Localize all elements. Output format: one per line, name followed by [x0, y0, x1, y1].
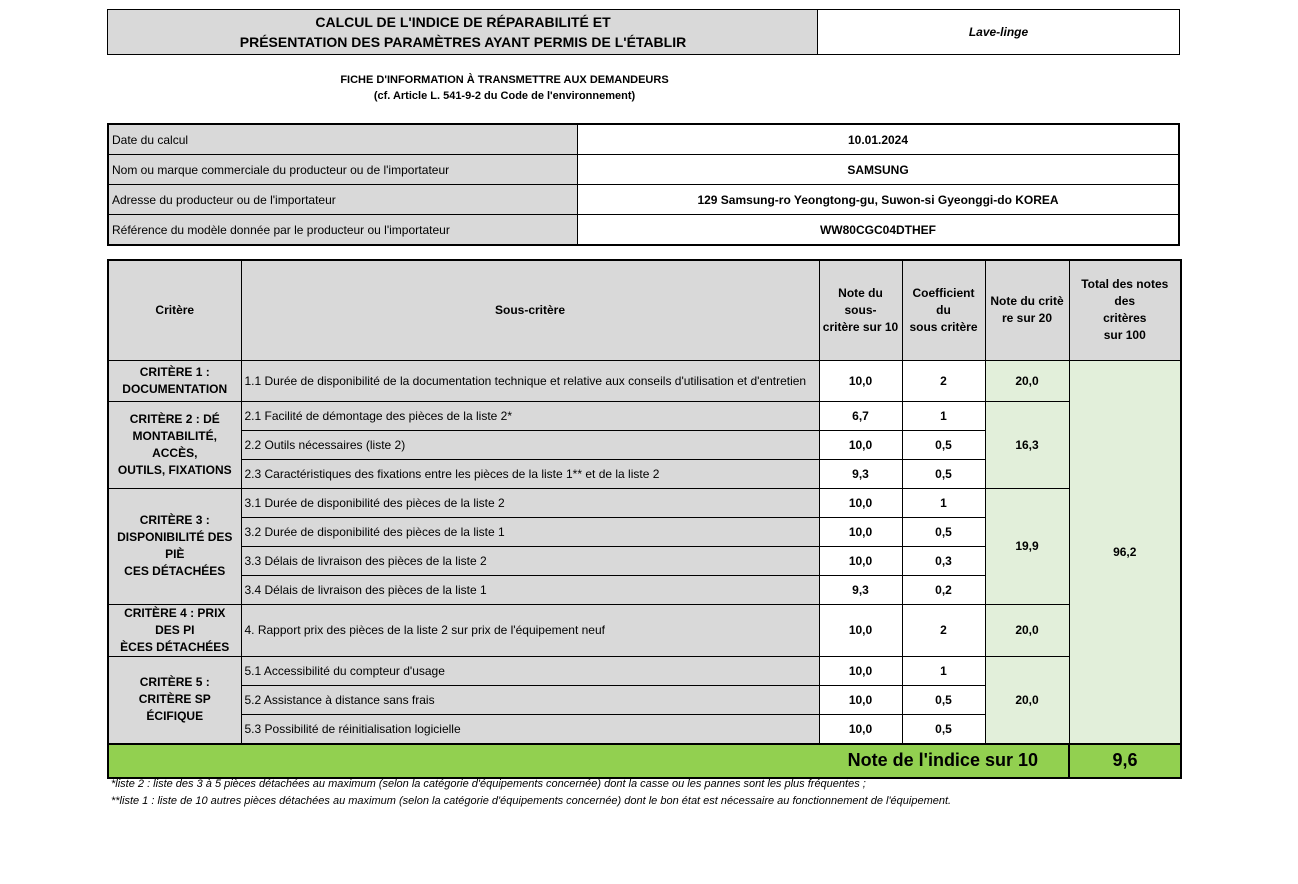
- sub-criterion-note: 10,0: [819, 685, 902, 714]
- sub-criterion-label: 2.1 Facilité de démontage des pièces de la liste 2*: [241, 401, 819, 430]
- sub-criterion-note: 6,7: [819, 401, 902, 430]
- criterion-5-score: 20,0: [985, 656, 1069, 744]
- criterion-text: MONTABILITÉ, ACCÈS,: [132, 428, 217, 460]
- sub-criterion-note: 10,0: [819, 360, 902, 401]
- header-coefficient: [902, 260, 985, 360]
- subtitle-line-2: (cf. Article L. 541-9-2 du Code de l'environnement): [373, 90, 636, 102]
- final-label: Note de l'indice sur 10: [108, 744, 1069, 778]
- header-text: sur 100: [1103, 328, 1146, 343]
- criterion-text: DISPONIBILITÉ DES PIÈ: [117, 530, 233, 561]
- info-value: 10.01.2024: [578, 124, 1180, 155]
- sub-criterion-note: 10,0: [819, 546, 902, 575]
- criterion-text: CRITÈRE 5 : CRITÈRE SP: [138, 675, 211, 706]
- criterion-1-name: [108, 360, 241, 401]
- criterion-text: ÈCES DÉTACHÉES: [120, 639, 230, 654]
- table-row: [108, 360, 1181, 401]
- header-critere: Critère: [108, 260, 241, 360]
- sub-criterion-label: 3.1 Durée de disponibilité des pièces de la liste 2: [241, 488, 819, 517]
- criterion-3-name: [108, 488, 241, 604]
- total-score: 96,2: [1069, 360, 1181, 744]
- info-row: [108, 215, 1179, 246]
- header-text: Note du critè: [990, 294, 1064, 309]
- product-type-label: Lave-linge: [968, 25, 1029, 39]
- info-value: 129 Samsung-ro Yeongtong-gu, Suwon-si Gyeonggi-do KOREA: [578, 185, 1180, 215]
- sub-criterion-coef: 0,5: [902, 430, 985, 459]
- header-text: sous critère: [909, 319, 978, 334]
- criterion-4-name: [108, 604, 241, 656]
- table-row: [108, 401, 1181, 430]
- header-text: critères: [1103, 311, 1147, 326]
- sub-criterion-label: 3.4 Délais de livraison des pièces de la liste 1: [241, 575, 819, 604]
- info-row: [108, 155, 1179, 185]
- sheet-subtitle: [107, 72, 902, 104]
- criterion-text: DOCUMENTATION: [122, 381, 228, 396]
- sub-criterion-note: 10,0: [819, 604, 902, 656]
- header-note-sous-critere: [819, 260, 902, 360]
- info-row: [108, 124, 1179, 155]
- header-text: Total des notes des: [1081, 277, 1169, 309]
- scoring-table: [107, 259, 1182, 779]
- criterion-text: CRITÈRE 3 :: [139, 513, 210, 527]
- header-total: [1069, 260, 1181, 360]
- footnote-liste-1: **liste 1 : liste de 10 autres pièces détachées au maximum (selon la catégorie d'équipements concernée) dont le bon état est nécessaire au fonctionnement de l'équipement.: [111, 795, 952, 807]
- criterion-text: CRITÈRE 4 : PRIX DES PI: [124, 605, 226, 637]
- sub-criterion-note: 9,3: [819, 459, 902, 488]
- sub-criterion-label: 3.2 Durée de disponibilité des pièces de la liste 1: [241, 517, 819, 546]
- sub-criterion-note: 10,0: [819, 430, 902, 459]
- header-note-critere: [985, 260, 1069, 360]
- info-label: Adresse du producteur ou de l'importateur: [108, 185, 578, 215]
- document-title: [107, 9, 819, 55]
- criterion-text: CRITÈRE 1 :: [139, 364, 210, 379]
- header-text: re sur 20: [1001, 311, 1053, 326]
- sub-criterion-note: 10,0: [819, 517, 902, 546]
- header-row: [108, 260, 1181, 360]
- info-row: [108, 185, 1179, 215]
- table-row: [108, 656, 1181, 685]
- sub-criterion-coef: 2: [902, 360, 985, 401]
- criterion-5-name: [108, 656, 241, 744]
- sub-criterion-note: 10,0: [819, 714, 902, 744]
- sub-criterion-label: 2.3 Caractéristiques des fixations entre les pièces de la liste 1** et de la liste 2: [241, 459, 819, 488]
- criterion-2-score: 16,3: [985, 401, 1069, 488]
- criterion-2-name: [108, 401, 241, 488]
- title-line-1: CALCUL DE L'INDICE DE RÉPARABILITÉ ET: [315, 14, 611, 30]
- product-type: [817, 9, 1180, 55]
- sub-criterion-coef: 0,5: [902, 517, 985, 546]
- header-text: Note du sous-: [838, 285, 883, 317]
- info-label: Nom ou marque commerciale du producteur ou de l'importateur: [108, 155, 578, 185]
- sub-criterion-label: 4. Rapport prix des pièces de la liste 2 sur prix de l'équipement neuf: [241, 604, 819, 656]
- sub-criterion-note: 10,0: [819, 656, 902, 685]
- table-row: [108, 604, 1181, 656]
- criterion-text: OUTILS, FIXATIONS: [117, 462, 232, 477]
- header-text: critère sur 10: [822, 319, 899, 334]
- sub-criterion-label: 3.3 Délais de livraison des pièces de la liste 2: [241, 546, 819, 575]
- sub-criterion-coef: 0,5: [902, 459, 985, 488]
- sub-criterion-coef: 0,5: [902, 685, 985, 714]
- criterion-3-score: 19,9: [985, 488, 1069, 604]
- table-row: [108, 488, 1181, 517]
- sub-criterion-note: 10,0: [819, 488, 902, 517]
- criterion-text: ÉCIFIQUE: [146, 709, 204, 723]
- final-row: [108, 744, 1181, 778]
- title-line-2: PRÉSENTATION DES PARAMÈTRES AYANT PERMIS DE L'ÉTABLIR: [239, 34, 687, 50]
- sub-criterion-coef: 1: [902, 401, 985, 430]
- info-label: Référence du modèle donnée par le producteur ou l'importateur: [108, 215, 578, 246]
- info-label: Date du calcul: [108, 124, 578, 155]
- sub-criterion-label: 5.2 Assistance à distance sans frais: [241, 685, 819, 714]
- sub-criterion-label: 5.1 Accessibilité du compteur d'usage: [241, 656, 819, 685]
- final-score: 9,6: [1069, 744, 1181, 778]
- info-value: WW80CGC04DTHEF: [578, 215, 1180, 246]
- header-text: Coefficient du: [912, 285, 975, 317]
- header-sous-critere: Sous-critère: [241, 260, 819, 360]
- sub-criterion-coef: 2: [902, 604, 985, 656]
- sub-criterion-coef: 1: [902, 656, 985, 685]
- sub-criterion-coef: 0,2: [902, 575, 985, 604]
- sub-criterion-note: 9,3: [819, 575, 902, 604]
- sub-criterion-coef: 1: [902, 488, 985, 517]
- subtitle-line-1: FICHE D'INFORMATION À TRANSMETTRE AUX DEMANDEURS: [340, 74, 669, 86]
- criterion-text: CES DÉTACHÉES: [124, 564, 226, 578]
- criterion-1-score: 20,0: [985, 360, 1069, 401]
- sub-criterion-label: 1.1 Durée de disponibilité de la documentation technique et relative aux conseils d'utilisation et d'entretien: [241, 360, 819, 401]
- info-value: SAMSUNG: [578, 155, 1180, 185]
- info-table: [107, 123, 1180, 246]
- sub-criterion-label: 5.3 Possibilité de réinitialisation logicielle: [241, 714, 819, 744]
- sub-criterion-label: 2.2 Outils nécessaires (liste 2): [241, 430, 819, 459]
- criterion-4-score: 20,0: [985, 604, 1069, 656]
- footnote-liste-2: *liste 2 : liste des 3 à 5 pièces détachées au maximum (selon la catégorie d'équipements concernée) dont la casse ou les pannes sont les plus fréquentes ;: [111, 778, 866, 790]
- sub-criterion-coef: 0,5: [902, 714, 985, 744]
- sub-criterion-coef: 0,3: [902, 546, 985, 575]
- criterion-text: CRITÈRE 2 : DÉ: [129, 411, 220, 426]
